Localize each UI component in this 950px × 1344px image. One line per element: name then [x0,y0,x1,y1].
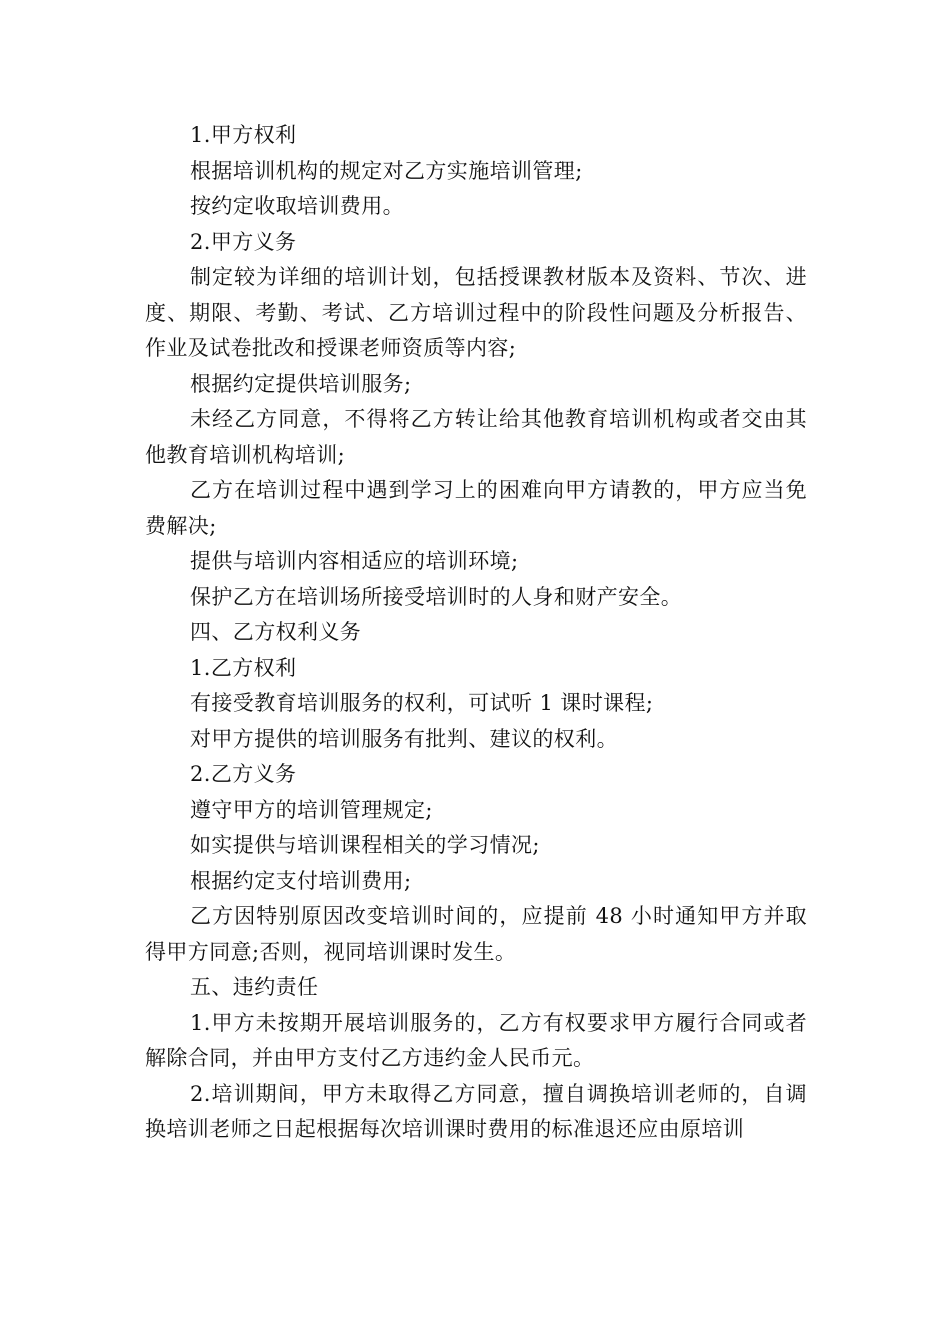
paragraph: 按约定收取培训费用。 [190,194,404,218]
paragraph-jiafang-rights-heading: 1.甲方权利 [190,123,297,147]
paragraph: 根据约定支付培训费用; [190,868,412,893]
paragraph: 对甲方提供的培训服务有批判、建议的权利。 [190,726,618,751]
paragraph: 2.培训期间，甲方未取得乙方同意，擅自调换培训老师的，自调换培训老师之日起根据每次培训课时费用的标准退还应由原培训 [145,1081,807,1141]
paragraph: 提供与培训内容相适应的培训环境; [190,549,519,573]
paragraph: 遵守甲方的培训管理规定; [190,797,433,822]
paragraph-yifang-rights-heading: 1.乙方权利 [190,655,297,680]
paragraph: 乙方在培训过程中遇到学习上的困难向甲方请教的，甲方应当免费解决; [145,478,807,538]
paragraph: 乙方因特别原因改变培训时间的，应提前 48 小时通知甲方并取得甲方同意;否则，视同培训课时发生。 [145,904,807,964]
paragraph: 如实提供与培训课程相关的学习情况; [190,833,540,857]
paragraph: 保护乙方在培训场所接受培训时的人身和财产安全。 [190,584,683,609]
document-body [145,118,807,1148]
section-heading-breach-liability: 五、违约责任 [190,975,319,999]
section-heading-yifang-rights-duties: 四、乙方权利义务 [190,620,362,644]
paragraph: 未经乙方同意，不得将乙方转让给其他教育培训机构或者交由其他教育培训机构培训; [145,407,807,467]
paragraph-yifang-duties-heading: 2.乙方义务 [190,762,297,786]
paragraph: 1.甲方未按期开展培训服务的，乙方有权要求甲方履行合同或者解除合同，并由甲方支付乙方违约金人民币元。 [145,1010,807,1070]
paragraph: 根据约定提供培训服务; [190,371,412,396]
paragraph-jiafang-duties-heading: 2.甲方义务 [190,229,297,254]
paragraph: 有接受教育培训服务的权利，可试听 1 课时课程; [190,691,654,715]
paragraph: 制定较为详细的培训计划，包括授课教材版本及资料、节次、进度、期限、考勤、考试、乙方培训过程中的阶段性问题及分析报告、作业及试卷批改和授课老师资质等内容; [145,265,807,360]
paragraph: 根据培训机构的规定对乙方实施培训管理; [190,158,583,183]
